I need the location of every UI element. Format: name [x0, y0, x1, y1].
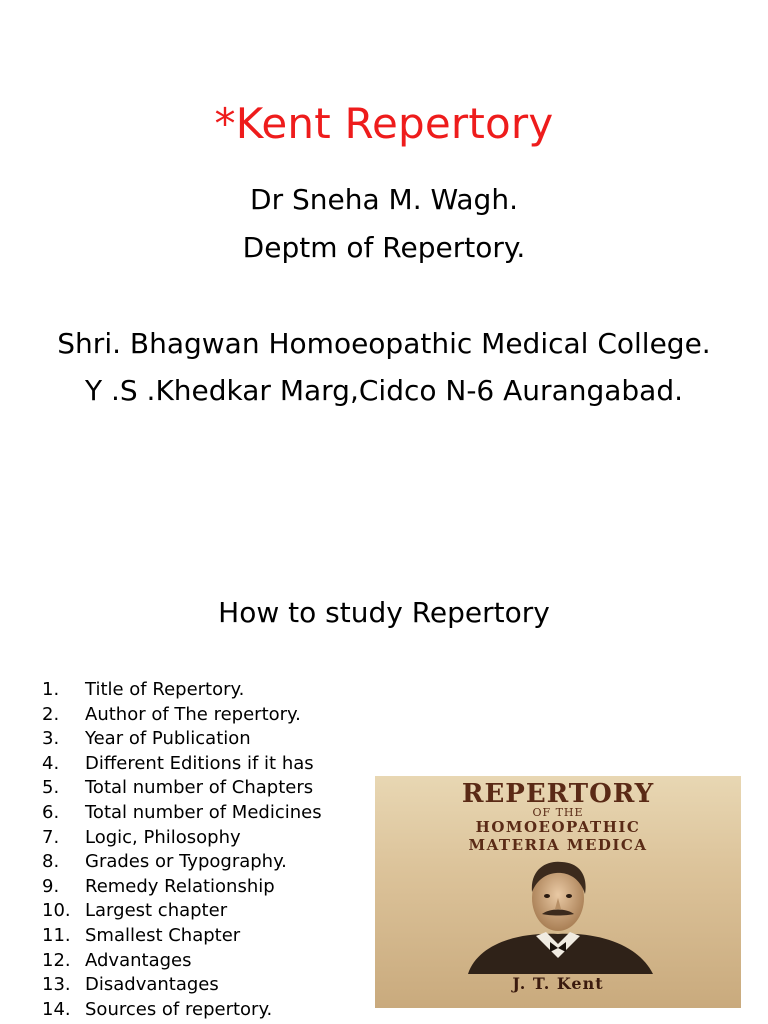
list-item [32, 678, 322, 703]
list-number: 7. [42, 826, 60, 848]
list-item [32, 998, 322, 1023]
list-number: 12. [42, 949, 71, 971]
list-item [32, 752, 322, 777]
study-points-list [32, 678, 322, 1022]
list-number: 6. [42, 801, 60, 823]
list-text: Total number of Chapters [85, 777, 314, 799]
book-subtitle-of-the: OF THE [532, 806, 584, 819]
list-number: 2. [42, 703, 60, 725]
list-number: 10. [42, 900, 71, 922]
list-number: 11. [42, 924, 71, 946]
list-text: Author of The repertory. [85, 703, 301, 725]
list-text: Sources of repertory. [85, 998, 273, 1020]
list-number: 14. [42, 998, 71, 1020]
list-text: Grades or Typography. [85, 851, 287, 873]
list-item [32, 899, 322, 924]
list-text: Disadvantages [85, 974, 219, 996]
list-item [32, 703, 322, 728]
list-number: 8. [42, 851, 60, 873]
list-text: Largest chapter [85, 900, 228, 922]
list-number: 1. [42, 679, 60, 700]
list-item [32, 949, 322, 974]
list-number: 5. [42, 777, 60, 799]
list-item [32, 973, 322, 998]
list-text: Year of Publication [85, 728, 251, 750]
list-item [32, 875, 322, 900]
author-line: Dr Sneha M. Wagh. [250, 183, 518, 216]
list-text: Title of Repertory. [85, 679, 245, 700]
list-number: 3. [42, 728, 60, 750]
section-heading: How to study Repertory [218, 596, 550, 629]
book-author: J. T. Kent [512, 974, 604, 993]
list-item [32, 727, 322, 752]
list-text: Different Editions if it has [85, 752, 314, 774]
department-line: Deptm of Repertory. [242, 231, 526, 264]
list-item [32, 850, 322, 875]
address-line: Y .S .Khedkar Marg,Cidco N-6 Aurangabad. [84, 374, 684, 407]
list-item [32, 826, 322, 851]
author-portrait [458, 854, 658, 974]
slide-title: *Kent Repertory [214, 99, 554, 148]
list-item [32, 801, 322, 826]
list-text: Remedy Relationship [85, 875, 275, 897]
list-number: 4. [42, 752, 60, 774]
book-title: REPERTORY [461, 779, 655, 809]
college-line: Shri. Bhagwan Homoeopathic Medical College. [57, 327, 711, 360]
list-text: Logic, Philosophy [85, 826, 241, 848]
list-number: 13. [42, 974, 71, 996]
list-text: Total number of Medicines [85, 801, 322, 823]
list-number: 9. [42, 875, 60, 897]
book-subtitle-materia-medica: MATERIA MEDICA [468, 836, 648, 854]
list-text: Smallest Chapter [85, 924, 241, 946]
list-item [32, 924, 322, 949]
list-text: Advantages [85, 949, 192, 971]
list-item [32, 776, 322, 801]
book-subtitle-homoeopathic: HOMOEOPATHIC [475, 818, 641, 836]
book-cover-image [375, 776, 741, 1008]
